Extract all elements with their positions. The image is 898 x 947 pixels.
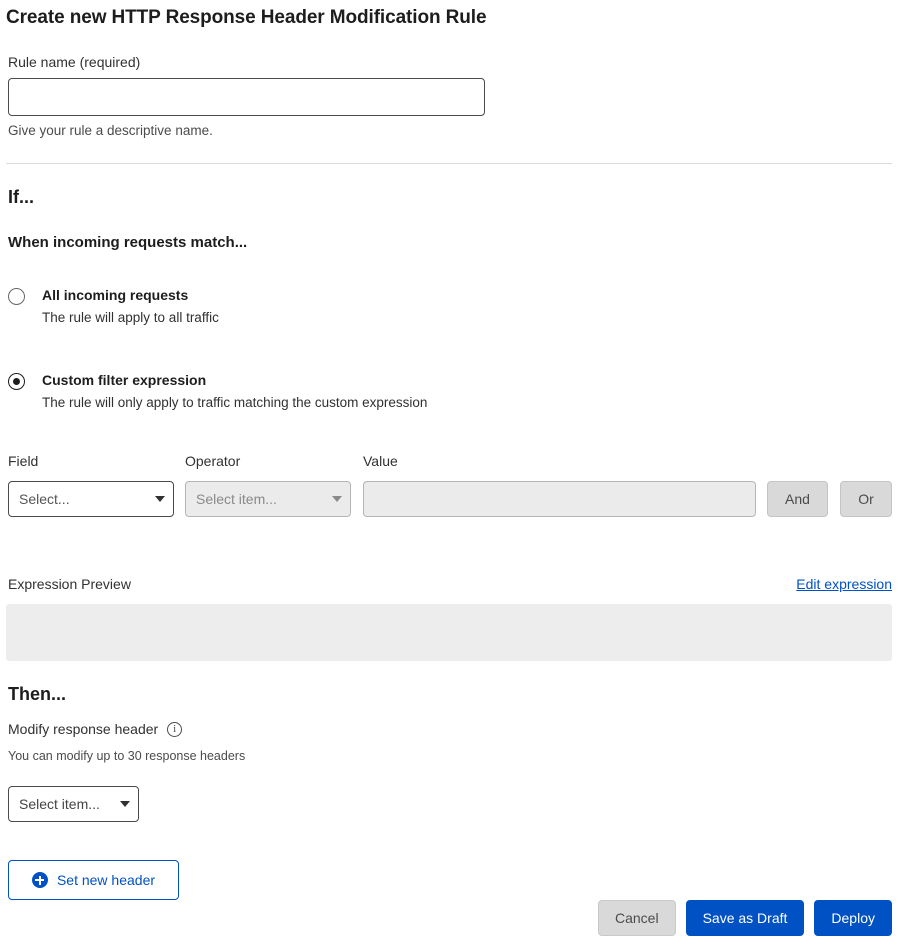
field-label: Field: [8, 453, 39, 469]
if-section-subtitle: When incoming requests match...: [8, 234, 248, 251]
or-button[interactable]: Or: [840, 481, 892, 517]
header-action-select[interactable]: [8, 786, 139, 822]
modify-response-header-hint: You can modify up to 30 response headers: [8, 749, 246, 763]
field-select-value: Select...: [19, 491, 70, 507]
deploy-button[interactable]: Deploy: [814, 900, 892, 936]
modify-response-header-label: Modify response header: [8, 721, 159, 737]
radio-button-custom-filter[interactable]: [8, 373, 25, 390]
page-title: Create new HTTP Response Header Modification Rule: [6, 7, 487, 28]
operator-select[interactable]: [185, 481, 351, 517]
value-input[interactable]: [363, 481, 756, 517]
rule-name-hint: Give your rule a descriptive name.: [8, 123, 213, 138]
radio-desc-custom-filter: The rule will only apply to traffic matching the custom expression: [42, 395, 428, 410]
set-new-header-button[interactable]: [8, 860, 179, 900]
modify-response-header-row: [8, 721, 182, 737]
edit-expression-link[interactable]: Edit expression: [796, 576, 892, 592]
value-label: Value: [363, 453, 398, 469]
expression-preview-label: Expression Preview: [8, 576, 131, 592]
then-section-title: Then...: [8, 684, 66, 704]
operator-select-value: Select item...: [196, 491, 277, 507]
radio-option-all-requests[interactable]: [8, 286, 219, 327]
cancel-button[interactable]: Cancel: [598, 900, 676, 936]
radio-label-all-requests: All incoming requests: [42, 287, 189, 303]
and-button[interactable]: And: [767, 481, 828, 517]
radio-button-all-requests[interactable]: [8, 288, 25, 305]
plus-circle-icon: [32, 872, 48, 888]
field-select[interactable]: [8, 481, 174, 517]
info-icon[interactable]: i: [167, 722, 182, 737]
rule-name-label: Rule name (required): [8, 54, 141, 70]
save-as-draft-button[interactable]: Save as Draft: [686, 900, 805, 936]
section-divider: [6, 163, 892, 164]
operator-label: Operator: [185, 453, 241, 469]
if-section-title: If...: [8, 187, 34, 207]
radio-option-custom-filter[interactable]: [8, 371, 427, 412]
chevron-down-icon: [120, 801, 130, 807]
chevron-down-icon: [155, 496, 165, 502]
rule-name-input[interactable]: [8, 78, 485, 116]
header-action-select-value: Select item...: [19, 796, 100, 812]
chevron-down-icon: [332, 496, 342, 502]
set-new-header-label: Set new header: [56, 872, 156, 888]
radio-desc-all-requests: The rule will apply to all traffic: [42, 310, 219, 325]
expression-preview-box: [6, 604, 892, 661]
radio-label-custom-filter: Custom filter expression: [42, 372, 207, 388]
footer-actions: [598, 900, 892, 936]
